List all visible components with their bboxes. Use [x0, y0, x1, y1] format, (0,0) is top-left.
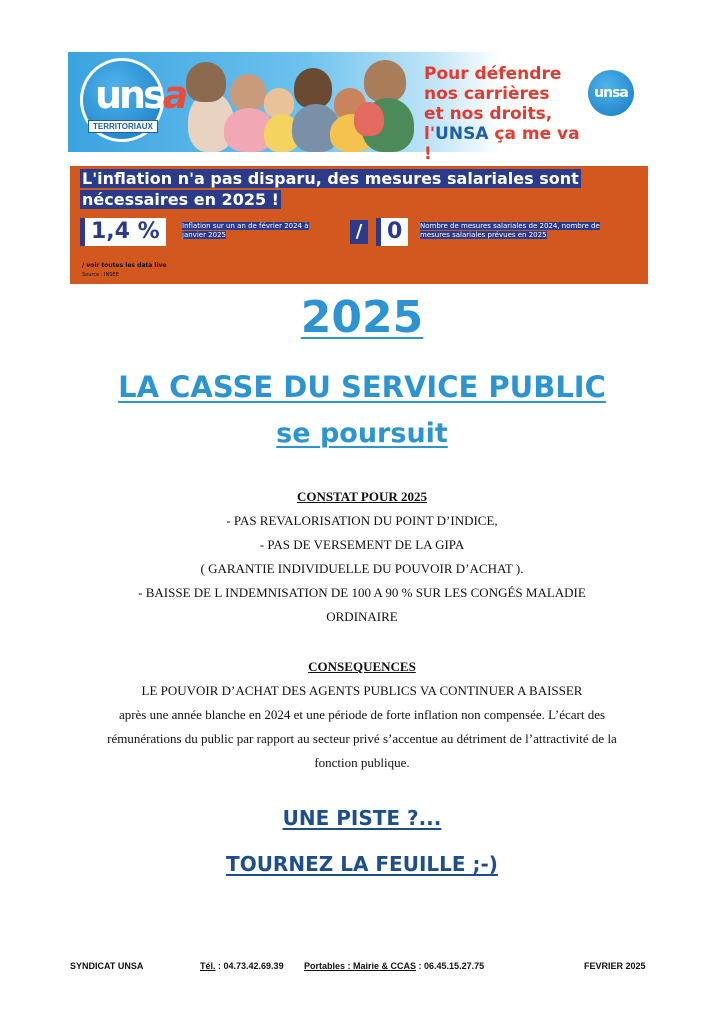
constat-line: ( GARANTIE INDIVIDUELLE DU POUVOIR D’ACHAT ).: [200, 561, 524, 576]
footer-org: SYNDICAT UNSA: [70, 961, 144, 971]
headline-year: 2025: [300, 292, 424, 343]
consequences-section: [40, 655, 684, 775]
group-photo: [178, 52, 418, 152]
data-live-link[interactable]: / voir toutes les data live: [82, 262, 167, 269]
footer-date: FEVRIER 2025: [584, 961, 646, 971]
constat-line: - PAS REVALORISATION DU POINT D’INDICE,: [226, 513, 498, 528]
kpi-measures-value: 0: [376, 218, 408, 246]
slogan: Pour défendre nos carrières et nos droits, l'UNSA ça me va !: [424, 64, 580, 164]
consequences-line: fonction publique.: [314, 755, 410, 770]
unsa-mini-logo: unsa: [588, 70, 634, 116]
consequences-line: rémunérations du public par rapport au secteur privé s’accentue au détriment de l’attractivité de la: [107, 731, 617, 746]
consequences-line: LE POUVOIR D’ACHAT DES AGENTS PUBLICS VA CONTINUER A BAISSER: [141, 683, 583, 698]
constat-line: ORDINAIRE: [326, 609, 398, 624]
header-banner: [68, 52, 654, 164]
footer-portables: Portables : Mairie & CCAS : 06.45.15.27.75: [304, 961, 485, 971]
kpi-measures-desc: Nombre de mesures salariales de 2024, nombre de mesures salariales prévues en 2025: [420, 222, 600, 239]
footer-tel: Tél. : 04.73.42.69.39: [200, 961, 284, 971]
logo-tag: TERRITORIAUX: [88, 120, 158, 133]
kpi-separator: /: [350, 220, 368, 244]
cta-piste: UNE PISTE ?...: [282, 806, 442, 830]
consequences-title: CONSEQUENCES: [308, 659, 416, 674]
constat-line: - PAS DE VERSEMENT DE LA GIPA: [259, 537, 465, 552]
headline-subtitle: se poursuit: [276, 418, 448, 449]
kpi-inflation-desc: Inflation sur un an de février 2024 à janvier 2025: [182, 222, 309, 239]
data-source: Source : INSEE: [82, 272, 119, 278]
logo-letters: unsa: [95, 73, 186, 117]
constat-section: [60, 485, 664, 629]
consequences-line: après une année blanche en 2024 et une période de forte inflation non compensée. L’écart des: [118, 707, 606, 722]
cta-tournez: TOURNEZ LA FEUILLE ;-): [226, 852, 498, 876]
inflation-title: L'inflation n'a pas disparu, des mesures salariales sont nécessaires en 2025 !: [82, 169, 579, 209]
constat-line: - BAISSE DE L INDEMNISATION DE 100 A 90 % SUR LES CONGÉS MALADIE: [138, 585, 586, 600]
headline-title: LA CASSE DU SERVICE PUBLIC: [118, 370, 606, 404]
kpi-inflation-value: 1,4 %: [80, 218, 166, 246]
inflation-panel: [70, 166, 648, 284]
constat-title: CONSTAT POUR 2025: [296, 489, 427, 504]
